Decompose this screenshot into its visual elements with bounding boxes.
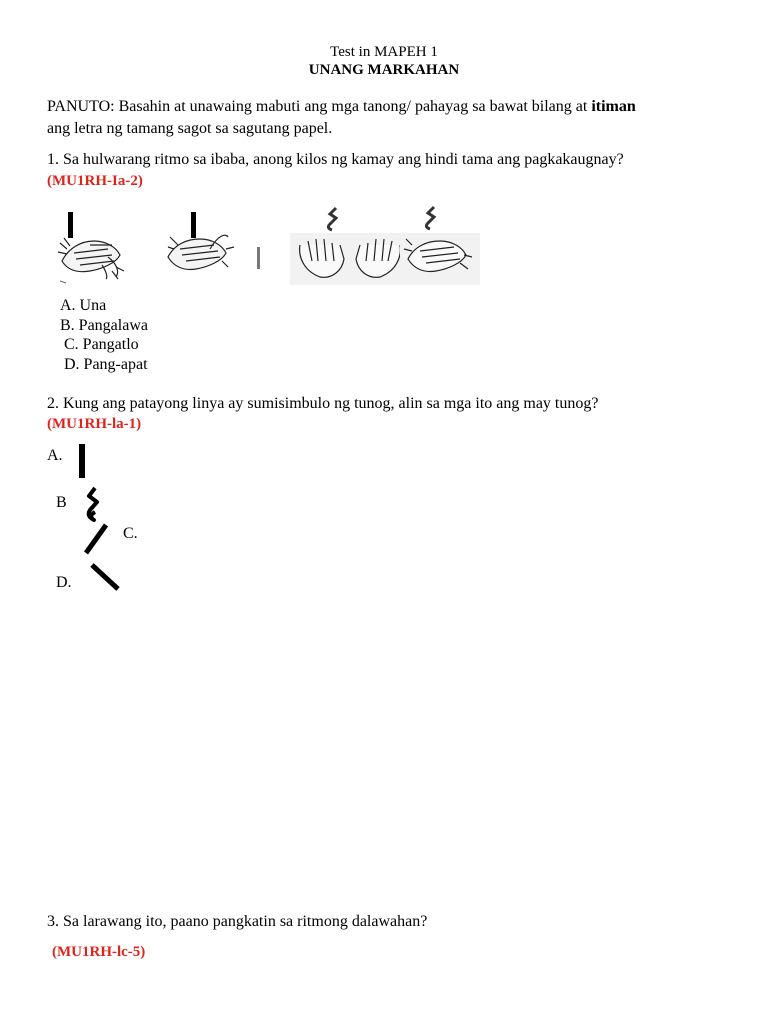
clapping-hands-icon — [168, 212, 234, 270]
question-1-choice-d[interactable]: D. Pang-apat — [64, 356, 148, 373]
diagonal-line-icon — [82, 522, 110, 556]
instructions-line2: ang letra ng tamang sagot sa sagutang papel. — [47, 120, 333, 137]
clapping-hands-icon — [400, 207, 480, 285]
clapping-hands-icon — [58, 212, 124, 283]
question-1-code: (MU1RH-Ia-2) — [47, 173, 143, 189]
rhythm-pattern-figure — [50, 205, 480, 295]
question-1-choice-b[interactable]: B. Pangalawa — [60, 317, 148, 334]
quarter-rest-icon — [85, 486, 109, 526]
question-1-choice-c[interactable]: C. Pangatlo — [64, 336, 139, 353]
instructions-emphasis: itiman — [591, 98, 636, 115]
diagonal-line-icon — [88, 562, 122, 592]
question-2-choice-a[interactable]: A. — [47, 447, 63, 464]
question-1-text: 1. Sa hulwarang ritmo sa ibaba, anong kilos ng kamay ang hindi tama ang pagkakaugnay? — [47, 151, 624, 168]
question-3-code: (MU1RH-lc-5) — [52, 944, 146, 960]
quarter-title: UNANG MARKAHAN — [308, 62, 460, 78]
quarter-rest-icon — [426, 207, 434, 229]
question-2-choice-c[interactable]: C. — [123, 525, 138, 542]
question-1-choice-a[interactable]: A. Una — [60, 297, 107, 314]
instructions — [47, 98, 727, 116]
question-3-text: 3. Sa larawang ito, paano pangkatin sa ritmong dalawahan? — [47, 913, 428, 930]
vertical-line-icon — [79, 444, 85, 478]
vertical-line-icon — [257, 247, 260, 269]
quarter-rest-icon — [328, 208, 336, 230]
test-title: Test in MAPEH 1 — [330, 44, 438, 60]
question-2-code: (MU1RH-la-1) — [47, 416, 142, 432]
instructions-prefix: PANUTO: Basahin at unawaing mabuti ang mga tanong/ pahayag sa bawat bilang at — [47, 98, 592, 115]
open-hands-icon — [290, 208, 410, 285]
question-2-choice-d[interactable]: D. — [56, 574, 72, 591]
question-2-text: 2. Kung ang patayong linya ay sumisimbulo ng tunog, alin sa mga ito ang may tunog? — [47, 395, 599, 412]
question-2-choice-b[interactable]: B — [56, 494, 67, 511]
